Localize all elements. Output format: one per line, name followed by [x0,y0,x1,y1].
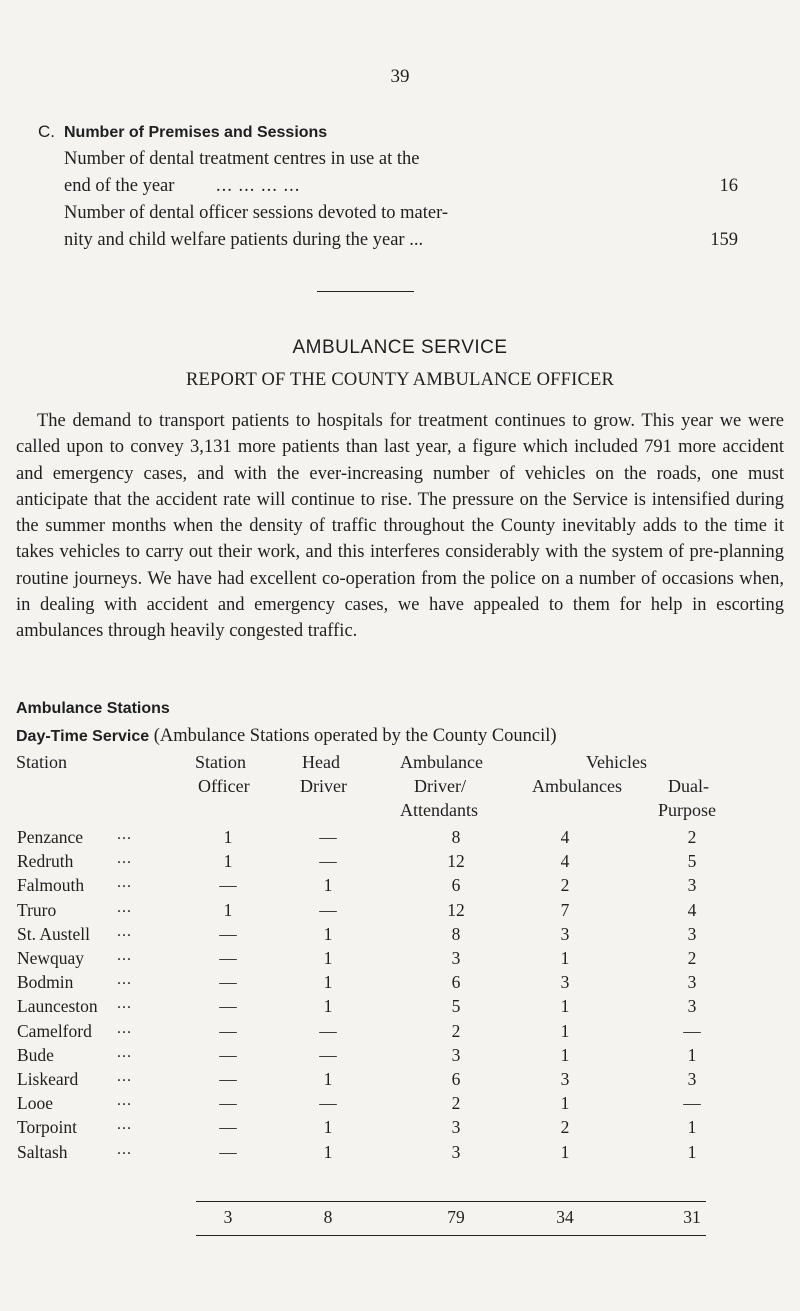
report-title: REPORT OF THE COUNTY AMBULANCE OFFICER [185,370,615,390]
cell-attendants: 5 [451,996,461,1017]
cell-head: — [319,1093,337,1114]
cell-dual: 3 [687,972,697,993]
cell-attendants: 8 [451,923,461,944]
cell-head: 1 [323,875,333,896]
cell-dual: 2 [687,948,697,968]
row-station-name: Truro [17,899,57,920]
cell-head: 1 [323,923,333,944]
cell-officer: — [219,1141,237,1162]
cell-ambulances: 1 [560,1141,570,1162]
cell-dual: 1 [687,1117,697,1138]
totals-rule-top [196,1201,706,1202]
cell-officer: — [219,948,237,968]
row-dots: ... [117,922,132,940]
row-station-name: Newquay [17,948,85,968]
cell-dual: 3 [687,923,697,944]
col-head-2: Driver [300,776,347,796]
col-amb-3: Attendants [400,800,478,820]
row-station-name: St. Austell [17,923,90,944]
col-dual-2: Purpose [658,800,716,820]
row-dots: ... [117,1019,132,1037]
item1-label: end of the year [64,176,175,196]
ambulance-service-title: AMBULANCE SERVICE [292,337,508,358]
col-vehicles: Vehicles [586,752,647,772]
row-station-name: Penzance [17,827,84,847]
cell-dual: 2 [687,827,697,847]
cell-attendants: 2 [451,1093,461,1114]
cell-head: 1 [323,1141,333,1162]
col-officer-2: Officer [198,776,250,796]
cell-dual: 1 [687,1044,697,1065]
row-station-name: Saltash [17,1141,68,1162]
cell-attendants: 8 [451,827,461,847]
cell-attendants: 3 [451,1117,461,1138]
report-paragraph: The demand to transport patients to hospitals for treatment continues to grow. This year we were called upon to convey 3,131 more patients than last year, a figure which included 791 more accident and emergency cases, and with the ever-increasing number of vehicles on the roads, one must anticipate that the accident rate will continue to rise. The pressure on the Service is intensified during the summer months when the density of traffic throughout the County inevitably adds to the time it takes vehicles to carry out their work, and this interferes considerably with the system of pre-planning routine journeys. We have had excellent co-operation from the police on a number of occasions when, in dealing with accident and emergency cases, we have appealed to them for help in escorting ambulances through heavily congested traffic. [16,411,784,642]
cell-ambulances: 2 [560,1117,570,1138]
stations-heading: Ambulance Stations [16,700,170,717]
cell-head: 1 [323,948,333,968]
row-station-name: Bude [17,1044,54,1065]
item2-value: 159 [710,230,738,250]
row-dots: ... [117,995,132,1013]
cell-attendants: 3 [451,948,461,968]
totals-rule-bottom [196,1235,706,1236]
day-service-rest: (Ambulance Stations operated by the County Council) [153,726,557,746]
cell-officer: — [219,1117,237,1138]
cell-ambulances: 7 [560,899,570,920]
row-dots: ... [117,1140,132,1158]
row-dots: ... [117,874,132,892]
row-station-name: Redruth [17,851,74,872]
cell-ambulances: 4 [560,851,570,872]
cell-attendants: 6 [451,1069,461,1089]
row-station-name: Launceston [17,996,98,1017]
cell-attendants: 3 [451,1141,461,1162]
cell-ambulances: 1 [560,1093,570,1114]
cell-head: 1 [323,972,333,993]
col-officer-1: Station [195,752,247,772]
row-dots: ... [117,971,132,989]
cell-officer: — [219,1093,237,1114]
section-heading: Number of Premises and Sessions [64,124,328,141]
col-ambulances: Ambulances [532,776,622,796]
cell-officer: — [219,875,237,896]
cell-officer: — [219,996,237,1017]
item1-value: 16 [719,176,738,196]
cell-dual: 3 [687,875,697,896]
row-station-name: Bodmin [17,972,74,993]
cell-dual: 5 [687,851,697,872]
col-station: Station [16,752,68,772]
cell-head: — [319,1020,337,1041]
row-dots: ... [117,898,132,916]
item2-label: nity and child welfare patients during the year ... [64,230,424,250]
cell-attendants: 3 [451,1044,461,1065]
item1-line1: Number of dental treatment centres in use at the [64,149,420,169]
row-station-name: Falmouth [17,875,85,896]
cell-attendants: 2 [451,1020,461,1041]
cell-officer: — [219,1044,237,1065]
cell-attendants: 12 [447,851,465,872]
row-dots: ... [117,826,132,843]
row-dots: ... [117,1092,132,1110]
cell-officer: — [219,1020,237,1041]
cell-head: — [319,899,337,920]
cell-dual: — [683,1020,701,1041]
cell-officer: — [219,923,237,944]
row-dots: ... [117,850,132,868]
cell-head: 1 [323,1117,333,1138]
item2-line1: Number of dental officer sessions devoted to mater- [64,203,449,223]
col-amb-1: Ambulance [400,752,483,772]
cell-officer: 1 [223,851,233,872]
page-number: 39 [390,66,410,87]
cell-officer: — [219,972,237,993]
col-head-1: Head [302,752,340,772]
cell-dual: 1 [687,1141,697,1162]
cell-dual: — [683,1093,701,1114]
total-head: 8 [323,1207,333,1227]
cell-ambulances: 1 [560,1044,570,1065]
day-service-bold: Day-Time Service [16,728,150,745]
cell-officer: 1 [223,827,233,847]
row-dots: ... [117,1068,132,1085]
total-attendants: 79 [447,1207,465,1227]
cell-head: 1 [323,996,333,1017]
cell-ambulances: 1 [560,996,570,1017]
cell-attendants: 6 [451,972,461,993]
total-ambulances: 34 [556,1207,574,1227]
cell-attendants: 12 [447,899,465,920]
cell-dual: 3 [687,996,697,1017]
row-station-name: Camelford [17,1020,92,1041]
total-dual: 31 [683,1207,701,1227]
cell-ambulances: 3 [560,972,570,993]
total-officer: 3 [223,1207,233,1227]
cell-officer: 1 [223,899,233,920]
row-dots: ... [117,947,132,964]
cell-officer: — [219,1069,237,1089]
item1-dots: ... ... ... ... [216,176,301,196]
section-letter: C. [38,122,55,141]
cell-ambulances: 1 [560,1020,570,1041]
cell-head: — [319,851,337,872]
cell-head: — [319,1044,337,1065]
row-dots: ... [117,1043,132,1061]
row-station-name: Looe [17,1093,53,1114]
cell-dual: 4 [687,899,697,920]
row-dots: ... [117,1116,132,1134]
cell-ambulances: 1 [560,948,570,968]
cell-ambulances: 3 [560,923,570,944]
row-station-name: Torpoint [17,1117,78,1138]
row-station-name: Liskeard [17,1069,79,1089]
cell-dual: 3 [687,1069,697,1089]
cell-head: 1 [323,1069,333,1089]
cell-ambulances: 2 [560,875,570,896]
cell-head: — [319,827,337,847]
cell-ambulances: 4 [560,827,570,847]
col-amb-2: Driver/ [414,776,466,796]
col-dual-1: Dual- [668,776,709,796]
cell-ambulances: 3 [560,1069,570,1089]
cell-attendants: 6 [451,875,461,896]
